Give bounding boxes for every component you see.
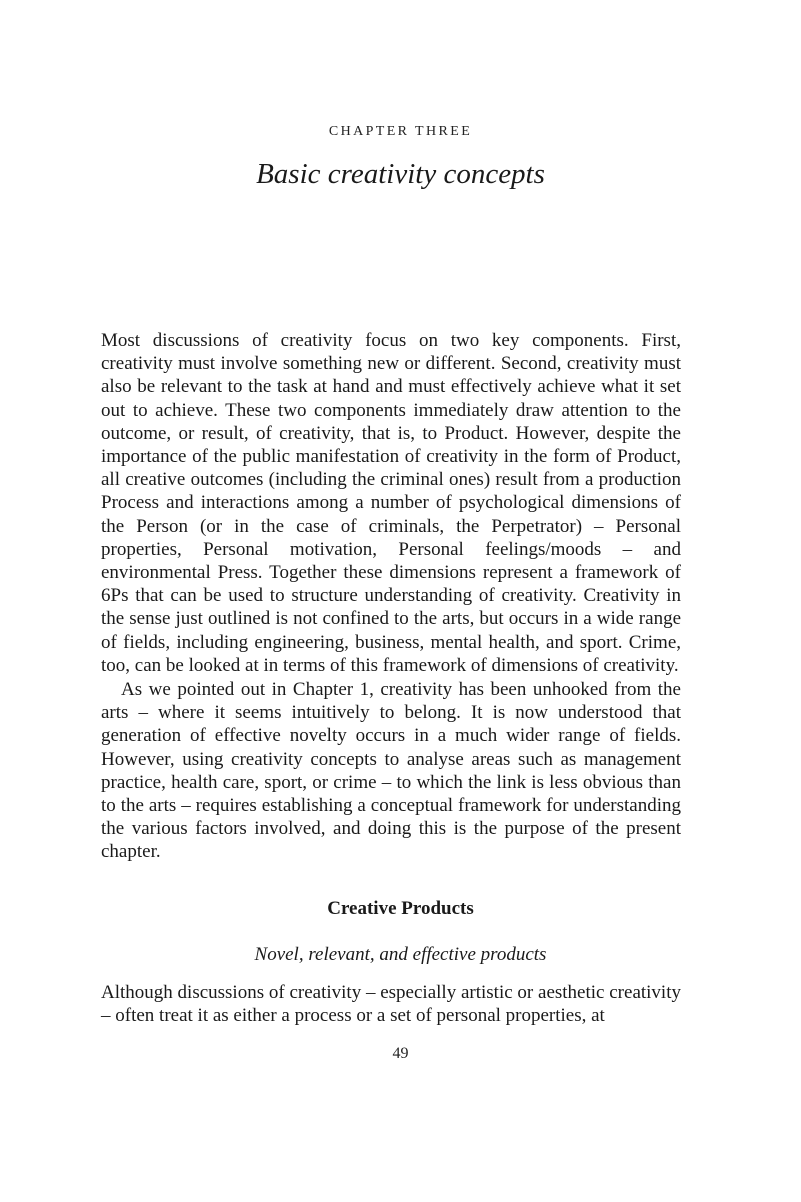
body-paragraph-3: Although discussions of creativity – especially artistic or aesthetic creativity – often treat it as either a process or a set of personal properties, at	[101, 982, 681, 1027]
section-heading: Creative Products	[327, 898, 474, 919]
page-number: 49	[392, 1045, 409, 1062]
chapter-title: Basic creativity concepts	[256, 158, 545, 190]
subsection-heading: Novel, relevant, and effective products	[254, 944, 547, 965]
body-paragraph-2: As we pointed out in Chapter 1, creativity has been unhooked from the arts – where it seems intuitively to belong. It is now understood that generation of effective novelty occurs in a much wider range of fields. However, using creativity concepts to analyse areas such as management practice, health care, sport, or crime – to which the link is less obvious than to the arts – requires establishing a conceptual framework for understanding the various factors involved, and doing this is the purpose of the present chapter.	[101, 679, 681, 863]
chapter-label: CHAPTER THREE	[328, 124, 473, 139]
body-paragraph-1: Most discussions of creativity focus on two key components. First, creativity must involve something new or different. Second, creativity must also be relevant to the task at hand and must effectively achieve what it set out to achieve. These two components immediately draw attention to the outcome, or result, of creativity, that is, to Product. However, despite the importance of the public manifestation of creativity in the form of Product, all creative outcomes (including the criminal ones) result from a production Process and interactions among a number of psychological dimensions of the Person (or in the case of criminals, the Perpetrator) – Personal properties, Personal motivation, Personal feelings/moods – and environmental Press. Together these dimensions represent a framework of 6Ps that can be used to structure understanding of creativity. Creativity in the sense just outlined is not confined to the arts, but occurs in a wide range of fields, including engineering, business, mental health, and sport. Crime, too, can be looked at in terms of this framework of dimensions of creativity.	[101, 330, 681, 676]
